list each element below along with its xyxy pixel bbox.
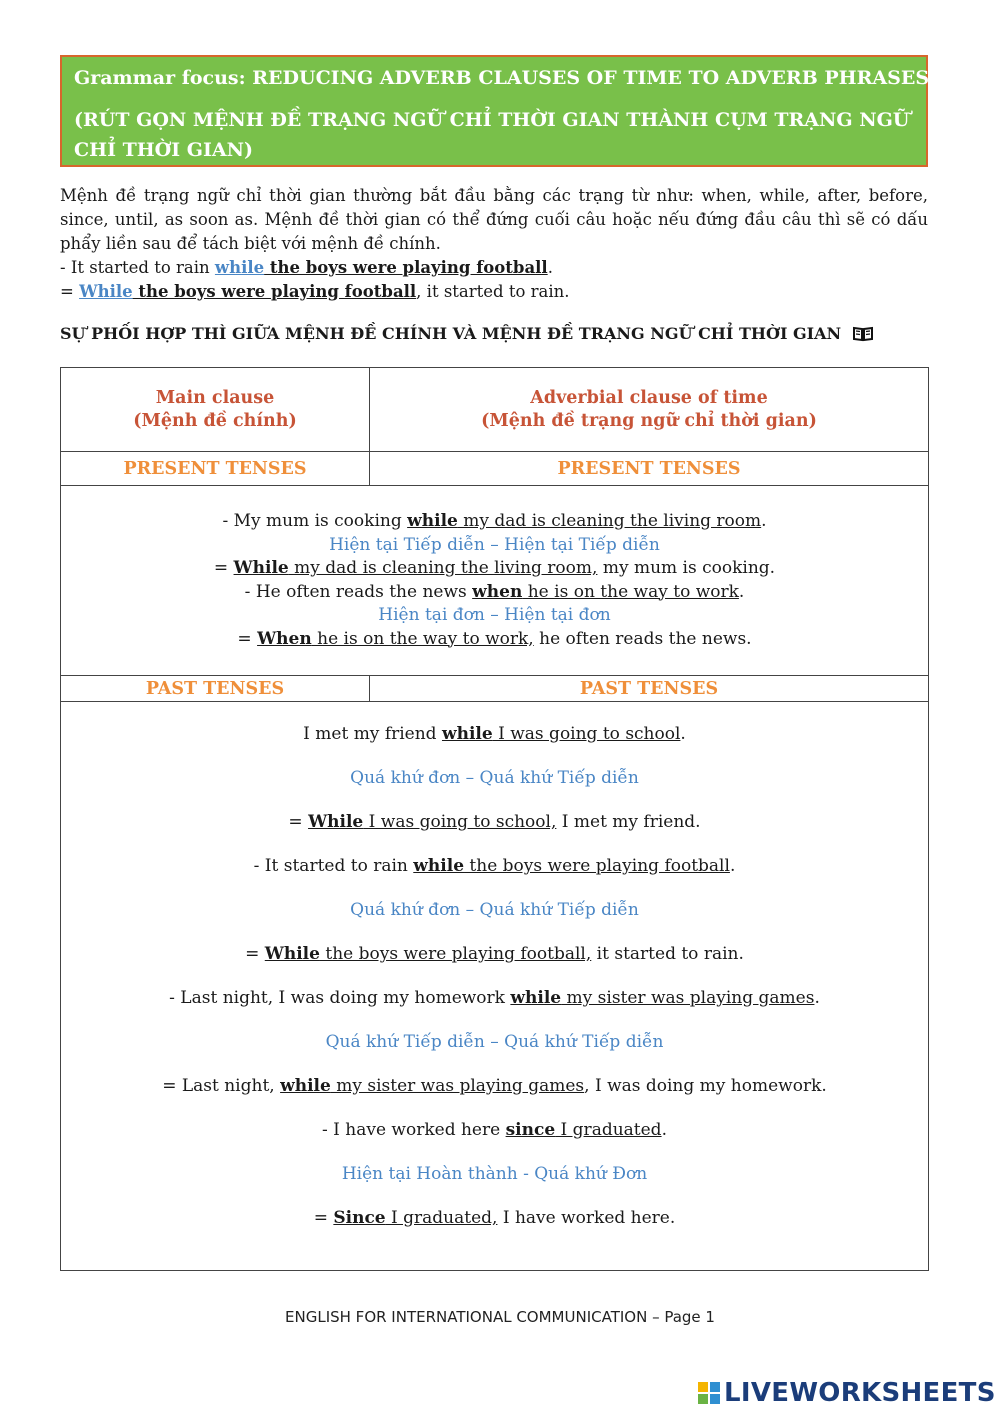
sentence-text: - Last night, I was doing my homework	[169, 988, 511, 1008]
conjunction-keyword: While	[233, 558, 289, 578]
intro-paragraph: Mệnh đề trạng ngữ chỉ thời gian thường bắt đầu bằng các trạng từ như: when, while, after, before, since, until, as soon as. Mệnh đề thời gian có thể đứng cuối câu hoặc nếu đứng đầu câu thì sẽ có dấu phẩy liền sau để tách biệt với mệnh đề chính.	[60, 186, 928, 253]
open-book-icon	[853, 325, 873, 349]
example-sentence	[61, 942, 928, 966]
tense-pattern-label: Quá khứ Tiếp diễn – Quá khứ Tiếp diễn	[325, 1032, 664, 1052]
example-sentence	[61, 722, 928, 746]
example-sentence	[61, 986, 928, 1010]
sentence-text: =	[213, 558, 234, 578]
sentence-text: = Last night,	[162, 1076, 281, 1096]
sentence-text: he often reads the news.	[533, 628, 752, 649]
adverbial-clause-header	[370, 368, 929, 452]
example-sentence	[61, 510, 928, 534]
conjunction-keyword: While	[308, 812, 364, 832]
section-heading-text: SỰ PHỐI HỢP THÌ GIỮA MỆNH ĐỀ CHÍNH VÀ MỆNH ĐỀ TRẠNG NGỮ CHỈ THỜI GIAN	[60, 324, 842, 343]
section-heading	[60, 322, 960, 349]
sentence-text: , I was doing my homework.	[584, 1076, 827, 1096]
example-text: .	[547, 258, 553, 277]
liveworksheets-logo-icon	[698, 1382, 720, 1404]
example-sentence	[61, 1206, 928, 1230]
sentence-text: .	[761, 511, 767, 531]
present-tenses-label: PRESENT TENSES	[370, 452, 929, 486]
title-banner	[60, 55, 928, 167]
example-text: =	[60, 282, 80, 301]
tense-pattern-label: Hiện tại Tiếp diễn – Hiện tại Tiếp diễn	[329, 534, 660, 555]
sentence-text: =	[237, 628, 258, 649]
sentence-text: it started to rain.	[591, 944, 744, 964]
logo-text: LIVEWORKSHEETS	[724, 1378, 996, 1408]
past-tenses-label: PAST TENSES	[61, 676, 370, 702]
header-line: Adverbial clause of time	[530, 387, 768, 408]
sentence-text: .	[729, 856, 736, 876]
sentence-text: I met my friend.	[556, 812, 701, 832]
conjunction-keyword: while	[413, 856, 465, 876]
table-header-row	[61, 368, 929, 452]
header-line: Main clause	[155, 387, 275, 408]
sentence-text: .	[814, 988, 820, 1008]
example-text: - It started to rain	[60, 258, 215, 277]
conjunction-keyword: while	[280, 1076, 331, 1096]
conjunction-keyword: while	[510, 988, 562, 1008]
example-clause: the boys were playing football	[132, 282, 417, 301]
header-line: (Mệnh đề trạng ngữ chỉ thời gian)	[481, 410, 817, 431]
time-clause: my dad is cleaning the living room	[457, 511, 762, 531]
time-clause: my sister was playing games	[561, 988, 815, 1008]
conjunction-keyword: while	[407, 511, 458, 531]
intro-example-2	[60, 280, 928, 304]
time-clause: I graduated,	[385, 1208, 498, 1228]
time-clause: I was going to school	[492, 724, 681, 744]
time-clause: my sister was playing games	[330, 1076, 585, 1096]
time-clause: the boys were playing football,	[319, 944, 592, 964]
past-tenses-label: PAST TENSES	[370, 676, 929, 702]
time-clause: the boys were playing football	[464, 856, 730, 876]
present-examples	[61, 486, 929, 676]
example-sentence	[61, 628, 928, 652]
conjunction-keyword: when	[472, 581, 523, 602]
sentence-text: =	[245, 944, 265, 964]
tense-pattern-label: Hiện tại đơn – Hiện tại đơn	[378, 605, 611, 625]
sentence-text: - He often reads the news	[244, 581, 473, 602]
conjunction-keyword: while	[441, 724, 493, 744]
sentence-text: my mum is cooking.	[597, 558, 776, 578]
tense-pattern-label: Quá khứ đơn – Quá khứ Tiếp diễn	[350, 900, 639, 920]
conjunction-keyword: since	[505, 1120, 556, 1140]
tense-pattern-label: Hiện tại Hoàn thành - Quá khứ Đơn	[341, 1164, 648, 1184]
sentence-text: =	[288, 812, 309, 832]
sentence-text: .	[680, 724, 686, 744]
example-clause: the boys were playing football	[264, 258, 548, 277]
time-clause: he is on the way to work	[522, 581, 739, 602]
time-clause: my dad is cleaning the living room,	[288, 558, 598, 578]
conjunction-keyword: When	[257, 628, 312, 649]
header-line: (Mệnh đề chính)	[133, 410, 297, 431]
banner-subtitle: (RÚT GỌN MỆNH ĐỀ TRẠNG NGỮ CHỈ THỜI GIAN THÀNH CỤM TRẠNG NGỮ CHỈ THỜI GIAN)	[74, 109, 910, 161]
time-clause: he is on the way to work,	[311, 628, 534, 649]
present-tenses-label: PRESENT TENSES	[61, 452, 370, 486]
example-keyword: While	[79, 282, 133, 301]
past-examples-row	[61, 702, 929, 1271]
sentence-text: I have worked here.	[497, 1208, 676, 1228]
example-sentence	[61, 1074, 928, 1098]
sentence-text: .	[661, 1120, 667, 1140]
example-sentence	[61, 810, 928, 834]
present-examples-row	[61, 486, 929, 676]
past-label-row	[61, 676, 929, 702]
sentence-text: - I have worked here	[322, 1120, 506, 1140]
example-sentence	[61, 557, 928, 581]
present-label-row	[61, 452, 929, 486]
past-examples	[61, 702, 929, 1271]
intro-section	[60, 184, 928, 304]
banner-title: Grammar focus: REDUCING ADVERB CLAUSES OF TIME TO ADVERB PHRASES	[74, 67, 930, 89]
time-clause: I graduated	[555, 1120, 662, 1140]
example-sentence	[61, 854, 928, 878]
example-sentence	[61, 1118, 928, 1142]
sentence-text: I met my friend	[303, 724, 442, 744]
sentence-text: =	[313, 1208, 334, 1228]
tense-pattern-label: Quá khứ đơn – Quá khứ Tiếp diễn	[350, 768, 639, 788]
example-text: , it started to rain.	[416, 282, 570, 301]
example-keyword: while	[214, 258, 265, 277]
example-sentence	[61, 581, 928, 605]
intro-example-1	[60, 256, 928, 280]
page-footer: ENGLISH FOR INTERNATIONAL COMMUNICATION – Page 1	[285, 1308, 715, 1326]
time-clause: I was going to school,	[363, 812, 557, 832]
main-clause-header	[61, 368, 370, 452]
liveworksheets-logo	[698, 1376, 996, 1410]
sentence-text: .	[738, 581, 745, 602]
tense-agreement-table	[60, 367, 929, 1271]
conjunction-keyword: While	[264, 944, 320, 964]
sentence-text: - My mum is cooking	[222, 511, 408, 531]
conjunction-keyword: Since	[333, 1208, 386, 1228]
sentence-text: - It started to rain	[253, 856, 414, 876]
